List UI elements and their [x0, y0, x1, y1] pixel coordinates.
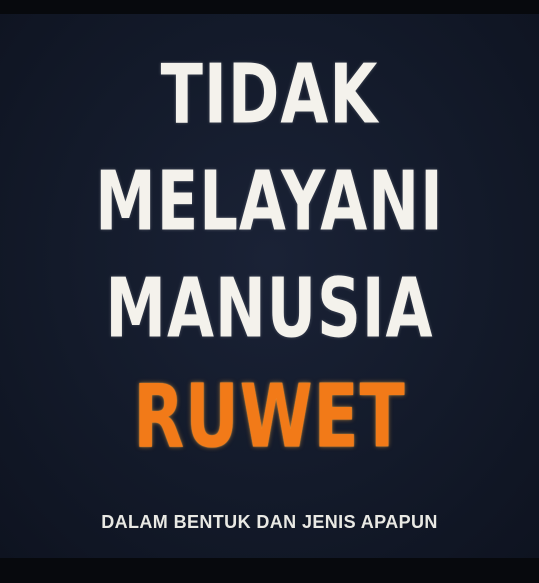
headline-highlight-ruwet: RUWET — [133, 366, 406, 468]
headline-line-melayani: MELAYANI — [95, 153, 444, 250]
tagline: DALAM BENTUK DAN JENIS APAPUN — [101, 512, 438, 532]
poster — [0, 14, 539, 558]
headline-line-tidak: TIDAK — [160, 46, 379, 143]
headline-line-manusia: MANUSIA — [105, 260, 434, 357]
